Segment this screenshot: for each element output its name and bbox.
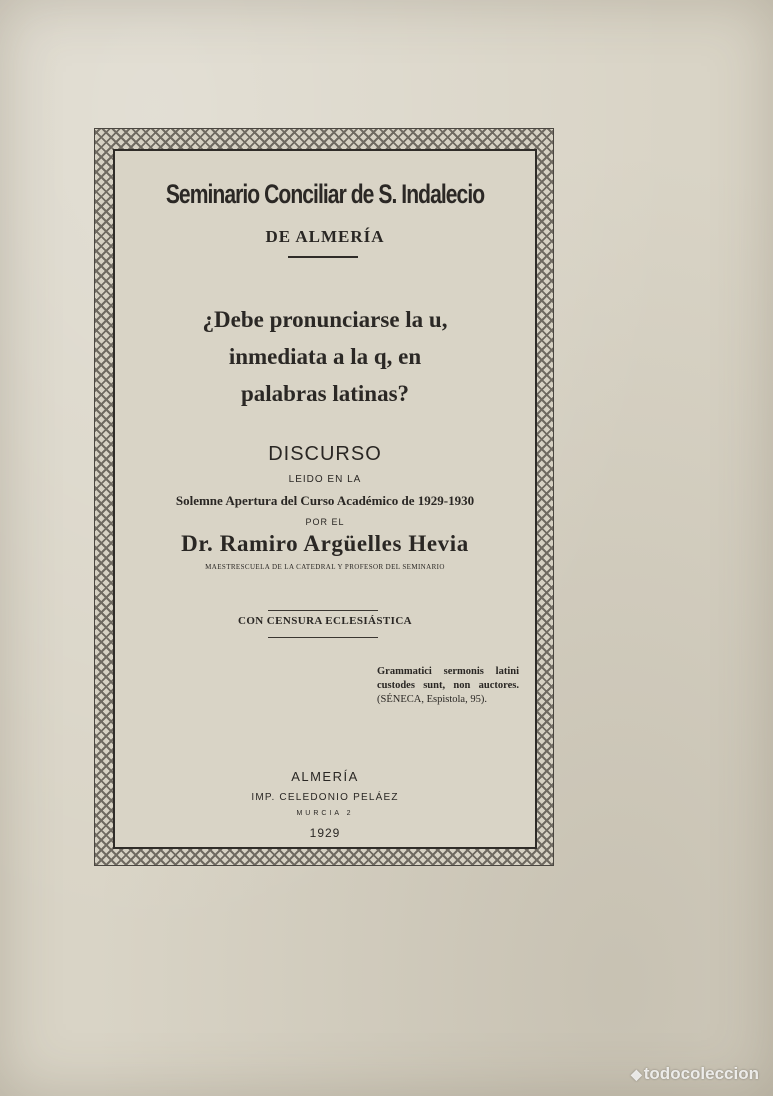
seminary-title: Seminario Conciliar de S. Indalecio	[165, 179, 485, 209]
apertura-line: Solemne Apertura del Curso Académico de 1929-1930	[175, 493, 475, 508]
watermark-text: todocoleccion	[643, 1064, 759, 1083]
question-line: ¿Debe pronunciarse la u,	[202, 307, 448, 332]
por-el-label: POR EL	[305, 517, 345, 527]
discurso-heading: DISCURSO	[268, 443, 382, 465]
watermark	[631, 1064, 759, 1084]
author-name: Dr. Ramiro Argüelles Hevia	[181, 531, 469, 556]
imprint-street: MURCIA 2	[296, 810, 354, 817]
epigraph-source: (SÉNECA, Espistola, 95).	[377, 694, 487, 705]
censura-rule-top	[268, 610, 378, 611]
diamond-icon: ◆	[630, 1066, 642, 1082]
question-line: palabras latinas?	[240, 381, 410, 406]
author-role: MAESTRESCUELA DE LA CATEDRAL Y PROFESOR DEL SEMINARIO	[205, 563, 445, 571]
imprint-printer: IMP. CELEDONIO PELÁEZ	[251, 792, 399, 803]
imprint-city: ALMERÍA	[291, 769, 359, 784]
question-line: inmediata a la q, en	[228, 344, 422, 369]
leido-label: LEIDO EN LA	[288, 474, 362, 485]
decorative-border	[94, 128, 554, 866]
seminary-place: DE ALMERÍA	[265, 227, 385, 246]
censura-rule-bottom	[268, 637, 378, 638]
epigraph	[377, 665, 519, 707]
title-divider	[288, 256, 358, 258]
cover-panel	[113, 149, 537, 849]
censura-label: CON CENSURA ECLESIÁSTICA	[237, 615, 413, 627]
epigraph-quote: Grammatici sermonis latini custodes sunt, non auctores.	[377, 666, 519, 691]
question-title	[115, 301, 535, 412]
imprint-year: 1929	[309, 826, 341, 840]
